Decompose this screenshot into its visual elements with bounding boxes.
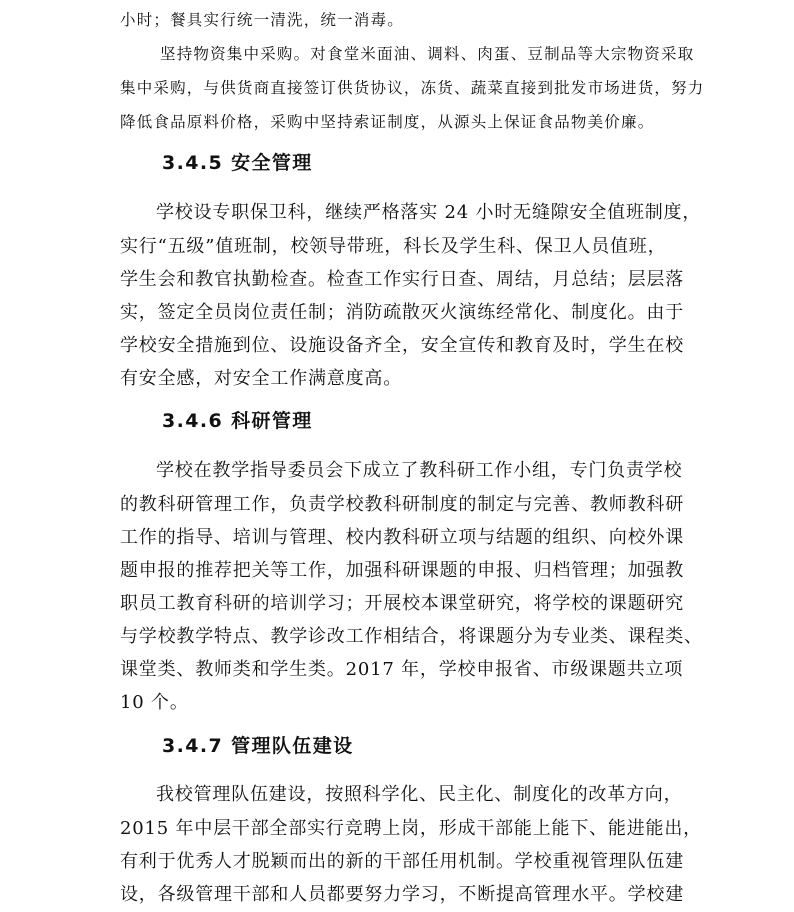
paragraph-line: 设，各级管理干部和人员都要努力学习，不断提高管理水平。学校建 (120, 884, 684, 905)
paragraph-line: 坚持物资集中采购。对食堂米面油、调料、肉蛋、豆制品等大宗物资采取 (160, 45, 695, 63)
paragraph-line: 题申报的推荐把关等工作，加强科研课题的申报、归档管理；加强教 (120, 560, 684, 581)
paragraph-line: 与学校教学特点、教学诊改工作相结合，将课题分为专业类、课程类、 (120, 626, 703, 647)
paragraph-line: 10 个。 (120, 692, 189, 713)
paragraph-line: 学校设专职保卫科，继续严格落实 24 小时无缝隙安全值班制度， (156, 202, 702, 223)
section-heading: 3.4.6 科研管理 (162, 410, 313, 432)
paragraph-line: 有利于优秀人才脱颖而出的新的干部任用机制。学校重视管理队伍建 (120, 851, 684, 872)
paragraph-line: 职员工教育科研的培训学习；开展校本课堂研究，将学校的课题研究 (120, 593, 684, 614)
paragraph-line: 的教科研管理工作，负责学校教科研制度的制定与完善、教师教科研 (120, 494, 684, 515)
section-heading: 3.4.7 管理队伍建设 (162, 735, 354, 757)
paragraph-line: 2015 年中层干部全部实行竞聘上岗，形成干部能上能下、能进能出， (120, 818, 702, 839)
paragraph-line: 有安全感，对安全工作满意度高。 (120, 368, 402, 389)
paragraph-line: 学校安全措施到位、设施设备齐全，安全宣传和教育及时，学生在校 (120, 335, 684, 356)
paragraph-line: 降低食品原料价格，采购中坚持索证制度，从源头上保证食品物美价廉。 (120, 113, 655, 131)
paragraph-line: 学校在教学指导委员会下成立了教科研工作小组，专门负责学校 (156, 460, 683, 481)
paragraph-line: 实，签定全员岗位责任制；消防疏散灭火演练经常化、制度化。由于 (120, 302, 684, 323)
paragraph-line: 课堂类、教师类和学生类。2017 年，学校申报省、市级课题共立项 (120, 659, 684, 680)
section-heading: 3.4.5 安全管理 (162, 152, 313, 174)
paragraph-line: 我校管理队伍建设，按照科学化、民主化、制度化的改革方向， (156, 784, 683, 805)
paragraph-line: 实行“五级”值班制，校领导带班，科长及学生科、保卫人员值班， (120, 236, 667, 257)
paragraph-line: 小时；餐具实行统一清洗，统一消毒。 (120, 11, 404, 29)
paragraph-line: 工作的指导、培训与管理、校内教科研立项与结题的组织、向校外课 (120, 527, 684, 548)
paragraph-line: 学生会和教官执勤检查。检查工作实行日查、周结，月总结；层层落 (120, 269, 684, 290)
paragraph-line: 集中采购，与供货商直接签订供货协议，冻货、蔬菜直接到批发市场进货，努力 (120, 79, 705, 97)
